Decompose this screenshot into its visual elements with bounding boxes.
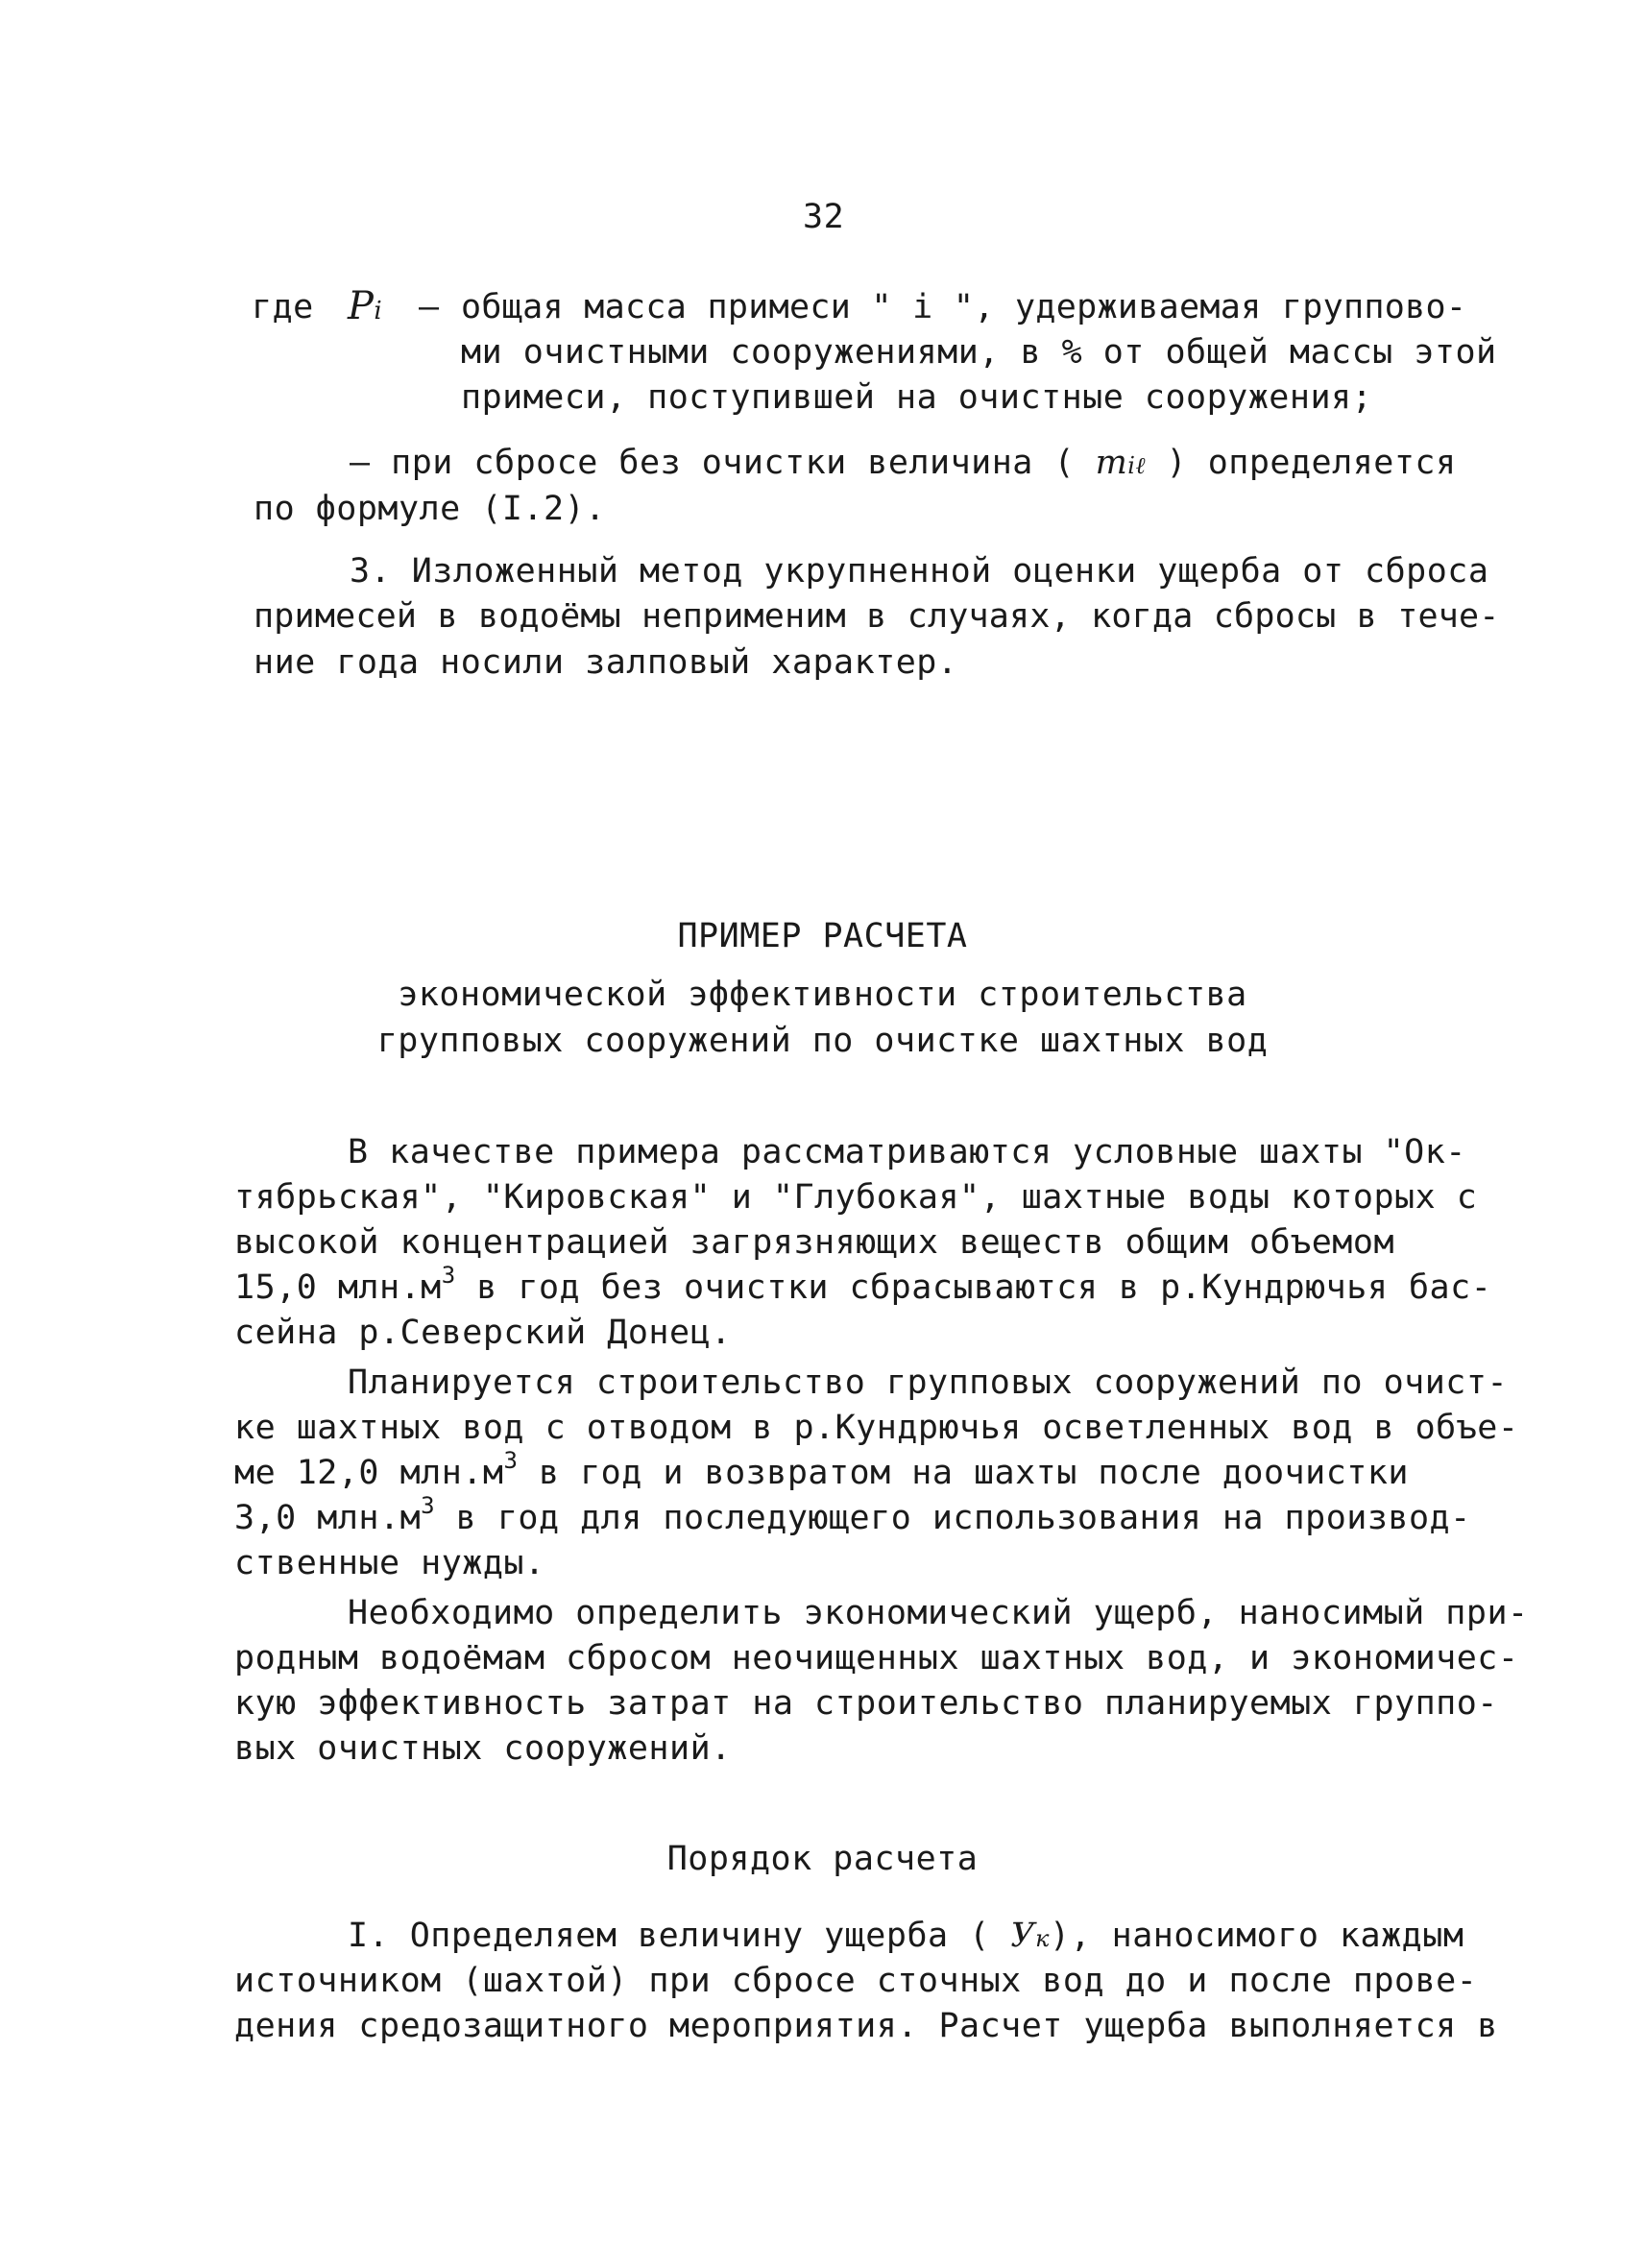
paragraph1-volume: 15,0 млн.м	[234, 1268, 442, 1307]
formula-note-line-1	[350, 444, 1457, 482]
paragraph3-line-3: кую эффективность затрат на строительство планируемых группо-	[234, 1684, 1498, 1723]
paragraph2-line-5: ственные нужды.	[234, 1544, 545, 1582]
definition-symbol	[348, 284, 382, 328]
point3-line-1: 3. Изложенный метод укрупненной оценки ущерба от сброса	[350, 552, 1489, 591]
point3-line-2: примесей в водоёмы неприменим в случаях, когда сбросы в тече-	[254, 597, 1500, 636]
paragraph1-line-5: сейна р.Северский Донец.	[234, 1314, 732, 1352]
paragraph1-line-3: высокой концентрацией загрязняющих веществ общим объемом	[234, 1223, 1395, 1262]
paragraph1-line-1: В качестве примера рассматриваются условные шахты "Ок-	[348, 1133, 1466, 1171]
paragraph2-return-volume-sup: 3	[421, 1492, 436, 1519]
paragraph3-line-1: Необходимо определить экономический ущерб, наносимый при-	[348, 1594, 1529, 1632]
definition-dash: –	[419, 288, 440, 326]
paragraph2-line-2: ке шахтных вод с отводом в р.Кундрючья осветленных вод в объе-	[234, 1409, 1519, 1447]
example-subtitle-2: групповых сооружений по очистке шахтных вод	[376, 1022, 1269, 1060]
paragraph2-line-3	[234, 1447, 1409, 1492]
symbol-m-sub: iℓ	[1127, 452, 1146, 479]
paragraph2-volume-sup: 3	[503, 1447, 519, 1474]
point3-line-3: ние года носили залповый характер.	[254, 643, 958, 682]
paragraph2-line-4	[234, 1492, 1471, 1537]
paragraph1-line-2: тябрьская", "Кировская" и "Глубокая", шахтные воды которых с	[234, 1178, 1478, 1217]
procedure-title: Порядок расчета	[666, 1840, 979, 1878]
example-subtitle-1: экономической эффективности строительства	[398, 976, 1247, 1014]
paragraph2-volume: ме 12,0 млн.м	[234, 1454, 504, 1492]
definition-where: где	[252, 288, 314, 326]
definition-line-2: ми очистными сооружениями, в % от общей массы этой	[461, 333, 1497, 372]
symbol-p: P	[348, 284, 375, 328]
definition-line-1: общая масса примеси " i ", удерживаемая группово-	[461, 288, 1467, 326]
procedure-line-3: дения средозащитного мероприятия. Расчет ущерба выполняется в	[234, 2007, 1498, 2045]
procedure-text-a: I. Определяем величину ущерба (	[348, 1917, 990, 1955]
symbol-uk: У	[1010, 1917, 1036, 1955]
procedure-text-b: ), наносимого каждым	[1049, 1917, 1464, 1955]
symbol-m: m	[1095, 444, 1128, 482]
paragraph1-line-4-rest: в год без очистки сбрасываются в р.Кундрючья бас-	[455, 1268, 1492, 1307]
paragraph2-line-3-rest: в год и возвратом на шахты после доочистки	[518, 1454, 1409, 1492]
paragraph1-volume-sup: 3	[441, 1262, 456, 1289]
paragraph3-line-4: вых очистных сооружений.	[234, 1729, 732, 1768]
formula-note-line-2: по формуле (I.2).	[254, 490, 606, 528]
page-number: 32	[803, 198, 845, 236]
procedure-line-2: источником (шахтой) при сбросе сточных вод до и после прове-	[234, 1962, 1478, 2000]
paragraph2-line-1: Планируется строительство групповых сооружений по очист-	[348, 1363, 1509, 1402]
symbol-p-sub: i	[374, 297, 383, 326]
formula-note-text-a: – при сбросе без очистки величина (	[350, 444, 1076, 482]
paragraph2-return-volume: 3,0 млн.м	[234, 1499, 422, 1537]
example-title: ПРИМЕР РАСЧЕТА	[677, 917, 968, 955]
paragraph3-line-2: родным водоёмам сбросом неочищенных шахтных вод, и экономичес-	[234, 1639, 1519, 1677]
definition-line-3: примеси, поступившей на очистные сооружения;	[461, 378, 1373, 417]
paragraph2-line-4-rest: в год для последующего использования на производ-	[435, 1499, 1471, 1537]
paragraph1-line-4	[234, 1262, 1492, 1307]
symbol-uk-sub: к	[1035, 1925, 1050, 1952]
procedure-line-1	[348, 1917, 1464, 1955]
formula-note-text-b: ) определяется	[1166, 444, 1457, 482]
